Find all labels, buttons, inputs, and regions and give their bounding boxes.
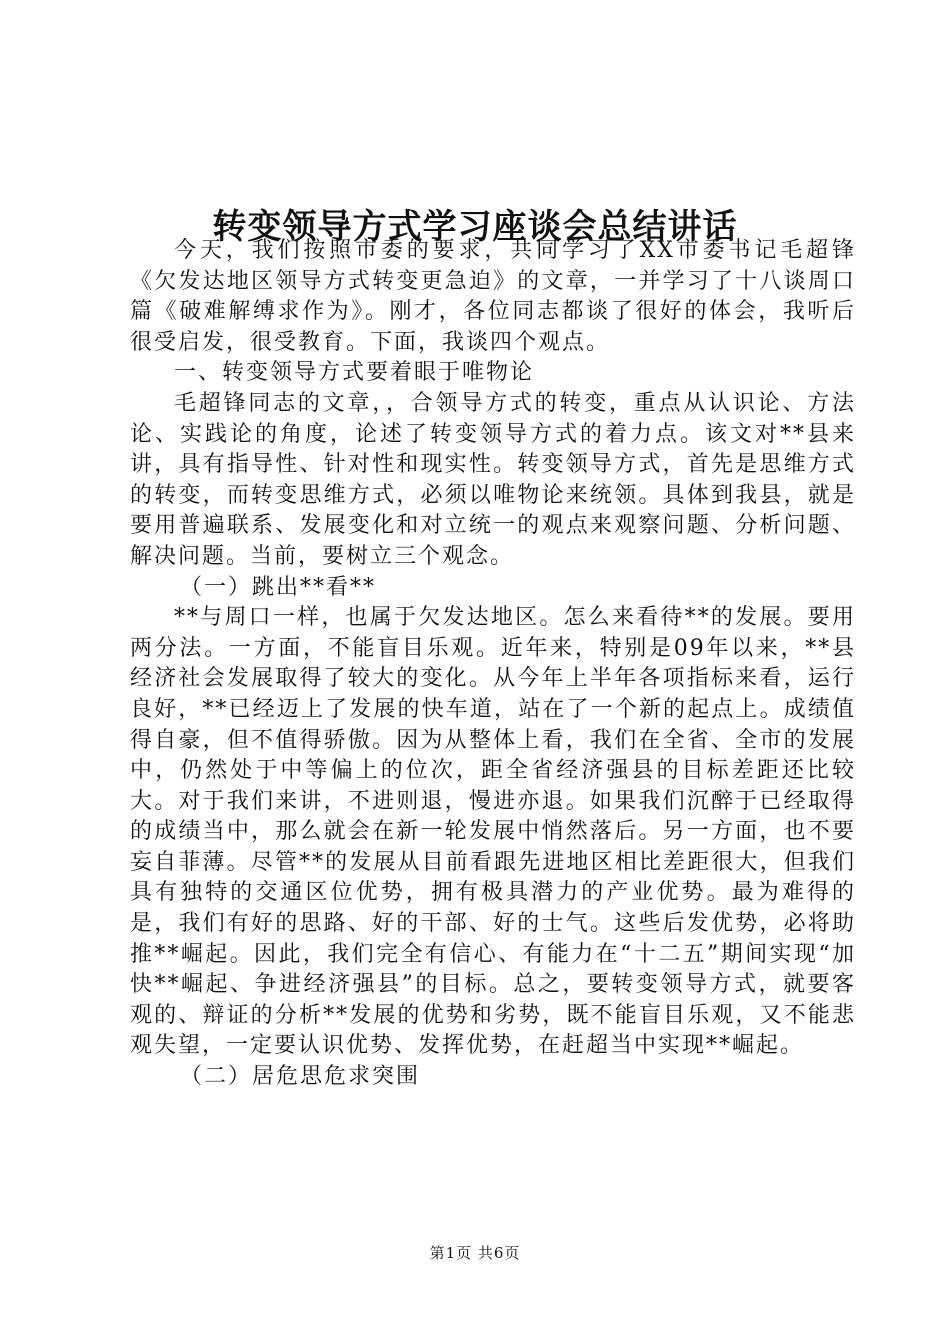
paragraph-subsection-1: **与周口一样，也属于欠发达地区。怎么来看待**的发展。要用两分法。一方面，不能盲目乐观。近年来，特别是09年以来，**县经济社会发展取得了较大的变化。从今年上半年各项指标来看，运行良好，**已经迈上了发展的快车道，站在了一个新的起点上。成绩值得自豪，但不值得骄傲。因为从整体上看，我们在全省、全市的发展中，仍然处于中等偏上的位次，距全省经济强县的目标差距还比较大。对于我们来讲，不进则退，慢进亦退。如果我们沉醉于已经取得的成绩当中，那么就会在新一轮发展中悄然落后。另一方面，也不要妄自菲薄。尽管**的发展从目前看跟先进地区相比差距很大，但我们具有独特的交通区位优势，拥有极具潜力的产业优势。最为难得的是，我们有好的思路、好的干部、好的士气。这些后发优势，必将助推**崛起。因此，我们完全有信心、有能力在“十二五”期间实现“加快**崛起、争进经济强县”的目标。总之，要转变领导方式，就要客观的、辩证的分析**发展的优势和劣势，既不能盲目乐观，又不能悲观失望，一定要认识优势、发挥优势，在赶超当中实现**崛起。	[130, 605, 856, 1059]
page-footer: 第1页 共6页	[429, 1244, 521, 1262]
document-title: 转变领导方式学习座谈会总结讲话	[212, 206, 738, 247]
section-heading-1: 一、转变领导方式要着眼于唯物论	[174, 360, 535, 386]
paragraph-intro: 今天，我们按照市委的要求，共同学习了XX市委书记毛超锋《欠发达地区领导方式转变更急迫》的文章，一并学习了十八谈周口篇《破难解缚求作为》。刚才，各位同志都谈了很好的体会，我听后很受启发，很受教育。下面，我谈四个观点。	[130, 238, 856, 355]
paragraph-section-1: 毛超锋同志的文章，，合领导方式的转变，重点从认识论、方法论、实践论的角度，论述了转变领导方式的着力点。该文对**县来讲，具有指导性、针对性和现实性。转变领导方式，首先是思维方式的转变，而转变思维方式，必须以唯物论来统领。具体到我县，就是要用普遍联系、发展变化和对立统一的观点来观察问题、分析问题、解决问题。当前，要树立三个观念。	[130, 390, 856, 569]
document-body	[130, 236, 856, 1093]
subsection-heading-1: （一）跳出**看**	[180, 574, 377, 600]
subsection-heading-2: （二）居危思危求突围	[180, 1064, 421, 1090]
